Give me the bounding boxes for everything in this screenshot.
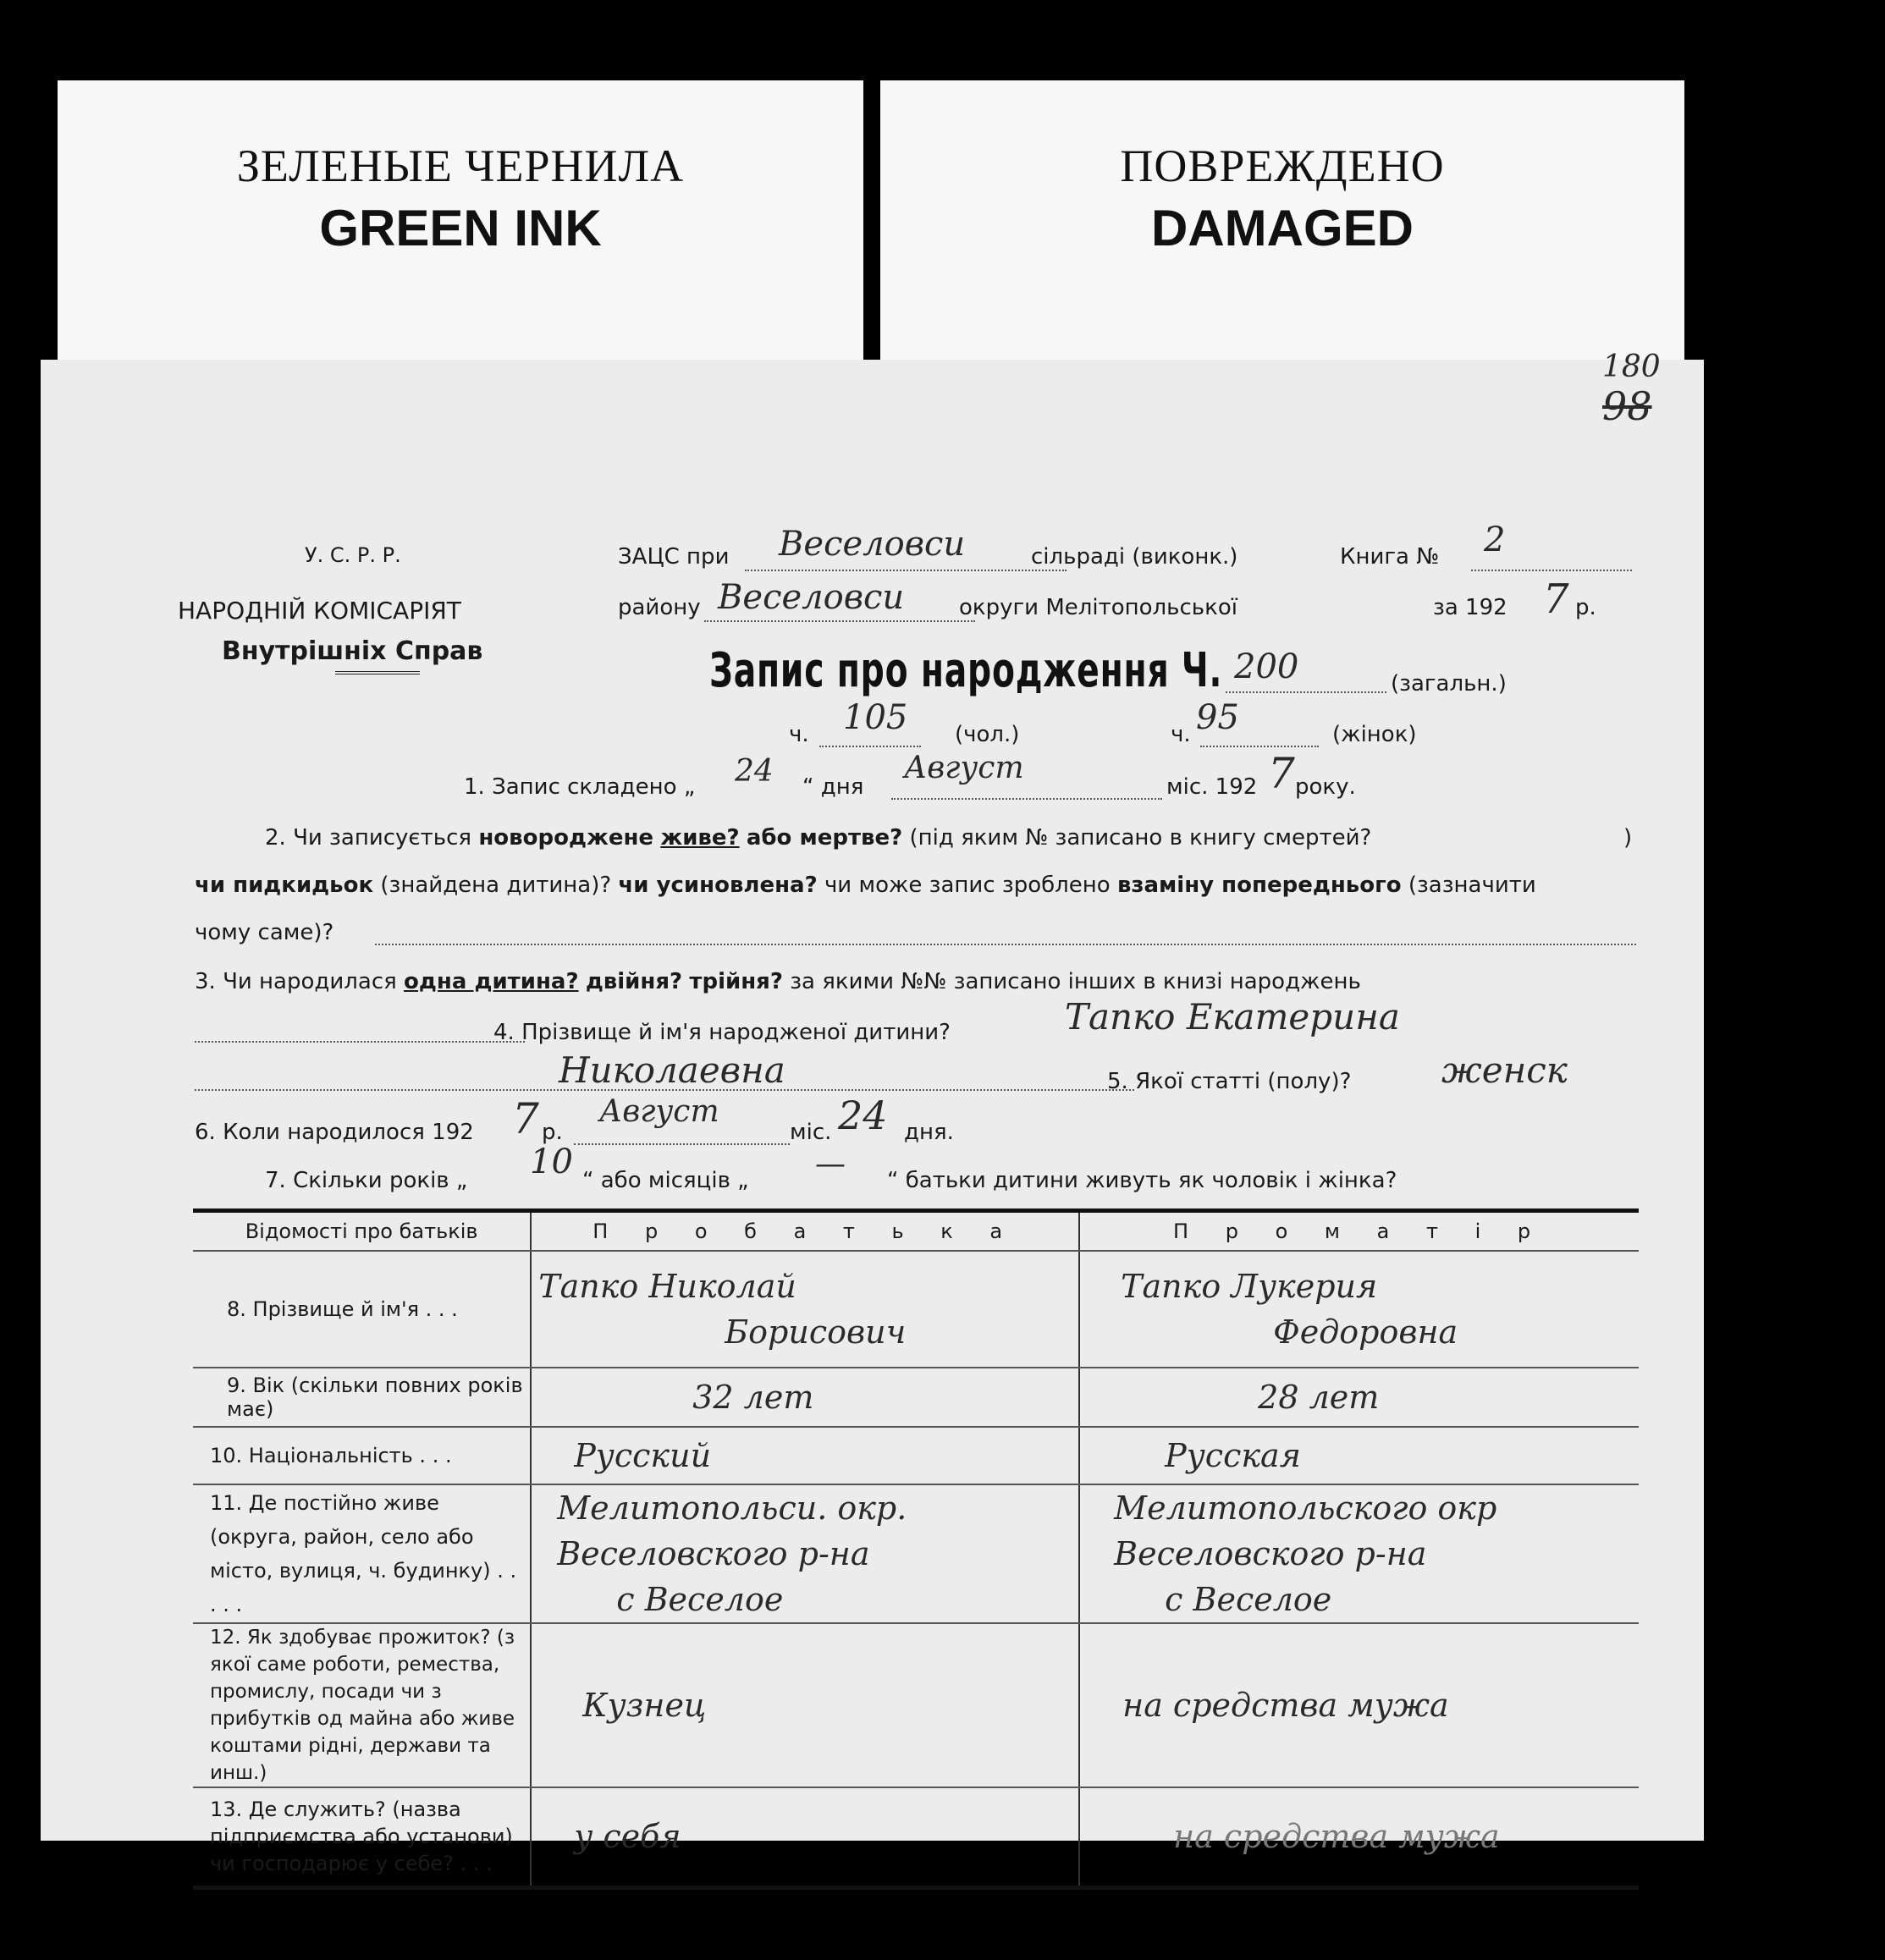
father-value: у себя: [574, 1818, 681, 1856]
kniga-dotline: [1471, 570, 1632, 571]
q6-r: р.: [542, 1120, 563, 1145]
zags-dotline: [745, 570, 1067, 571]
row-label: 13. Де служить? (назва підприємства або установи) чи господарює у себе? . . .: [193, 1787, 531, 1887]
mother-value: Мелитопольского окр: [1114, 1489, 1497, 1527]
father-value: Борисович: [725, 1313, 907, 1351]
mother-cell: [1079, 1251, 1639, 1368]
father-value: Мелитопольси. окр.: [557, 1489, 907, 1527]
father-value: Веселовского р-на: [557, 1535, 870, 1572]
q1-mis: міс. 192: [1166, 774, 1258, 800]
q6-dnya: дня.: [904, 1120, 954, 1145]
q2-b4: чи пидкидьок: [195, 873, 374, 898]
father-cell: [531, 1251, 1079, 1368]
q5-value: женск: [1441, 1049, 1568, 1091]
father-value: Тапко Николай: [538, 1268, 796, 1305]
q2-line1: [265, 825, 1371, 851]
zags-prefix: ЗАЦС при: [618, 544, 730, 570]
q7-years: 10: [530, 1142, 573, 1181]
q7-p1: 7. Скільки років „: [265, 1168, 468, 1193]
q6-year: 7: [512, 1094, 539, 1143]
corner-number-top: 180: [1602, 350, 1661, 384]
q2-b5: чи усиновлена?: [618, 873, 818, 898]
father-value: Русский: [574, 1437, 712, 1474]
q6-label: 6. Коли народилося 192: [195, 1120, 474, 1145]
za-suffix: р.: [1575, 595, 1596, 620]
ussr-header: У. С. Р. Р.: [305, 543, 401, 567]
q7-p3: “ батьки дитини живуть як чоловік і жінка?: [887, 1168, 1397, 1193]
q1-mid: “ дня: [802, 774, 864, 800]
internal-affairs-header: Внутрішніх Справ: [222, 636, 483, 666]
male-dotline: [819, 746, 921, 747]
mother-value: Русская: [1165, 1437, 1301, 1474]
q5-label: 5. Якої статті (полу)?: [1107, 1069, 1352, 1094]
q7-months: —: [815, 1147, 846, 1181]
green-ink-en: GREEN INK: [319, 200, 602, 256]
q3-p1: 3. Чи народилася: [195, 969, 397, 994]
total-value: 200: [1234, 647, 1299, 686]
birth-record-document: [41, 350, 1704, 1876]
q2-p4: чи може запис зроблено: [824, 873, 1111, 898]
mother-value: Федоровна: [1273, 1313, 1458, 1351]
corner-number-bottom: 98: [1602, 383, 1652, 429]
q1-month-dotline: [891, 798, 1162, 800]
damaged-en: DAMAGED: [1151, 200, 1414, 256]
mother-value: на средства мужа: [1122, 1687, 1449, 1724]
row-label: 11. Де постійно живе (округа, район, село або місто, вулиця, ч. будинку) . . . . .: [193, 1484, 531, 1623]
table-header-row: [193, 1211, 1639, 1252]
q4-dotline2: [195, 1089, 1134, 1091]
q2-p3: (знайдена дитина)?: [380, 873, 612, 898]
q2-b6: взаміну попереднього: [1116, 873, 1402, 898]
header-mother: П р о м а т і р: [1079, 1211, 1639, 1252]
mother-cell: [1079, 1368, 1639, 1427]
za-value: 7: [1543, 575, 1569, 623]
male-value: 105: [843, 698, 908, 737]
q2-p2: (під яким № записано в книгу смертей?: [909, 825, 1372, 851]
row-label: 8. Прізвище й ім'я . . .: [193, 1251, 531, 1368]
father-cell: [531, 1427, 1079, 1484]
rayonu-dotline: [704, 620, 975, 622]
mother-cell: [1079, 1427, 1639, 1484]
q7-p2: “ або місяців „: [582, 1168, 749, 1193]
damaged-label-card: [880, 80, 1684, 372]
damaged-ru: ПОВРЕЖДЕНО: [1120, 140, 1445, 191]
mother-value: 28 лет: [1258, 1379, 1380, 1416]
zags-value: Веселовси: [779, 525, 966, 564]
mother-value: Веселовского р-на: [1114, 1535, 1427, 1572]
q6-day: 24: [838, 1093, 888, 1138]
father-value: с Веселое: [616, 1581, 784, 1618]
q2-line2: [195, 873, 1536, 898]
table-row: [193, 1427, 1639, 1484]
silradi-label: сільраді (виконк.): [1031, 544, 1238, 570]
q4-label: 4. Прізвище й ім'я народженої дитини?: [493, 1020, 951, 1045]
green-ink-ru: ЗЕЛЕНЫЕ ЧЕРНИЛА: [236, 140, 685, 191]
female-value: 95: [1196, 698, 1239, 737]
father-value: 32 лет: [692, 1379, 814, 1416]
q2-b2: живе?: [660, 825, 740, 851]
q6-month-dotline: [574, 1143, 790, 1145]
table-row: [193, 1484, 1639, 1623]
record-title: Запис про народження Ч.: [709, 643, 1223, 698]
q2-p1: 2. Чи записується: [265, 825, 472, 851]
mother-cell: [1079, 1787, 1639, 1887]
father-cell: [531, 1368, 1079, 1427]
q3-b3: трійня?: [689, 969, 783, 994]
father-cell: [531, 1623, 1079, 1787]
row-label: 12. Як здобуває прожиток? (з якої саме роботи, ремества, промислу, посади чи з прибутків од майна або живе коштами рідні, держави та инш.): [193, 1623, 531, 1787]
father-cell: [531, 1484, 1079, 1623]
father-value: Кузнец: [582, 1687, 707, 1724]
q1-suffix: року.: [1295, 774, 1356, 800]
mother-value: Тапко Лукерия: [1121, 1268, 1378, 1305]
q3-p2: за якими №№ записано інших в книзі народжень: [790, 969, 1361, 994]
rayonu-label: району: [618, 595, 701, 620]
q1-month: Август: [904, 751, 1024, 785]
q1-prefix: 1. Запис складено „: [464, 774, 696, 800]
q2-p6: чому саме)?: [195, 920, 334, 945]
total-label: (загальн.): [1391, 671, 1507, 696]
mother-cell: [1079, 1623, 1639, 1787]
q2-p2end: ): [1623, 825, 1633, 851]
rayonu-value: Веселовси: [718, 578, 905, 617]
q2-b1: новороджене: [478, 825, 654, 851]
q3-b1: одна дитина?: [404, 969, 579, 994]
female-label: (жінок): [1332, 722, 1417, 747]
row-label: 10. Національність . . .: [193, 1427, 531, 1484]
female-dotline: [1200, 746, 1319, 747]
table-row: [193, 1368, 1639, 1427]
commissariat-header: НАРОДНІЙ КОМІСАРІЯТ: [178, 597, 461, 625]
mother-cell: [1079, 1484, 1639, 1623]
mother-value: на средства мужа: [1173, 1818, 1500, 1856]
header-father: П р о б а т ь к а: [531, 1211, 1079, 1252]
q4-value2: Николаевна: [559, 1049, 785, 1091]
father-cell: [531, 1787, 1079, 1887]
internal-underline: [335, 671, 420, 674]
q2-b3: або мертве?: [746, 825, 903, 851]
q3-line: [195, 969, 1361, 994]
q2-p5: (зазначити: [1408, 873, 1536, 898]
q1-year: 7: [1268, 749, 1295, 798]
q6-month: Август: [599, 1094, 719, 1129]
header-info: Відомості про батьків: [193, 1211, 531, 1252]
table-row: [193, 1787, 1639, 1887]
male-ch: ч.: [789, 722, 809, 747]
total-dotline: [1226, 691, 1386, 693]
table-row: [193, 1623, 1639, 1787]
q1-day: 24: [735, 754, 774, 789]
q4-value1: Тапко Екатерина: [1065, 996, 1400, 1038]
q4-lead-dotline: [195, 1041, 525, 1043]
q6-mis: міс.: [790, 1120, 832, 1145]
male-label: (чол.): [955, 722, 1020, 747]
mother-value: с Веселое: [1165, 1581, 1332, 1618]
parents-table: [193, 1208, 1639, 1890]
kniga-value: 2: [1484, 520, 1506, 559]
female-ch: ч.: [1171, 722, 1191, 747]
kniga-label: Книга №: [1340, 544, 1440, 570]
q3-b2: двійня?: [585, 969, 683, 994]
table-row: [193, 1251, 1639, 1368]
q2-reason-dotline: [375, 944, 1636, 945]
okrugi-label: округи Мелітопольської: [959, 595, 1237, 620]
green-ink-label-card: [58, 80, 863, 372]
row-label: 9. Вік (скільки повних років має): [193, 1368, 531, 1427]
za-label: за 192: [1433, 595, 1507, 620]
